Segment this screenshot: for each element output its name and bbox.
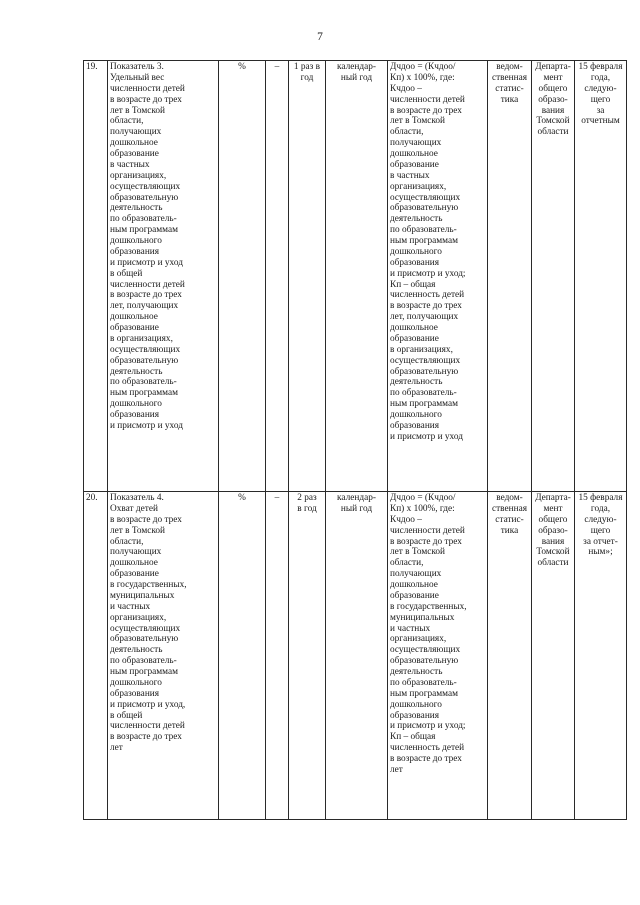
row-number: 20. xyxy=(84,492,108,820)
unit-cell: % xyxy=(219,61,266,492)
period-cell: календар- ный год xyxy=(326,492,388,820)
indicators-table xyxy=(83,60,627,820)
dash-cell: – xyxy=(266,61,289,492)
indicator-name: Показатель 3. Удельный вес численности детей в возрасте до трех лет в Томской области, получающих дошкольное образование в частных организациях, осуществляющих образовательную деятельность по образователь- ным программам дошкольного образования и присмотр и уход в общей численности детей в возрасте до трех лет, получающих дошкольное образование в организациях, осуществляющих образовательную деятельность по образователь- ным программам дошкольного образования и присмотр и уход xyxy=(108,61,219,492)
table-row xyxy=(84,492,627,820)
page-number: 7 xyxy=(317,31,323,43)
department-cell: Департа- мент общего образо- вания Томской области xyxy=(532,492,575,820)
deadline-cell: 15 февраля года, следую- щего за отчет- ным»; xyxy=(575,492,627,820)
table-row xyxy=(84,61,627,492)
frequency-cell: 1 раз в год xyxy=(289,61,326,492)
source-cell: ведом- ственная статис- тика xyxy=(488,61,532,492)
department-cell: Департа- мент общего образо- вания Томской области xyxy=(532,61,575,492)
unit-cell: % xyxy=(219,492,266,820)
dash-cell: – xyxy=(266,492,289,820)
formula-cell: Дчдоо = (Кчдоо/ Кп) х 100%, где: Кчдоо – численности детей в возрасте до трех лет в Томской области, получающих дошкольное образование в государственных, муниципальных и частных организациях, осуществляющих образовательную деятельность по образователь- ным программам дошкольного образования и присмотр и уход; Кп – общая численность детей в возрасте до трех лет xyxy=(388,492,488,820)
indicator-name: Показатель 4. Охват детей в возрасте до трех лет в Томской области, получающих дошкольное образование в государственных, муниципальных и частных организациях, осуществляющих образовательную деятельность по образователь- ным программам дошкольного образования и присмотр и уход, в общей численности детей в возрасте до трех лет xyxy=(108,492,219,820)
period-cell: календар- ный год xyxy=(326,61,388,492)
deadline-cell: 15 февраля года, следую- щего за отчетным xyxy=(575,61,627,492)
row-number: 19. xyxy=(84,61,108,492)
frequency-cell: 2 раз в год xyxy=(289,492,326,820)
formula-cell: Дчдоо = (Кчдоо/ Кп) х 100%, где: Кчдоо – численности детей в возрасте до трех лет в Томской области, получающих дошкольное образование в частных организациях, осуществляющих образовательную деятельность по образователь- ным программам дошкольного образования и присмотр и уход; Кп – общая численность детей в возрасте до трех лет, получающих дошкольное образование в организациях, осуществляющих образовательную деятельность по образователь- ным программам дошкольного образования и присмотр и уход xyxy=(388,61,488,492)
source-cell: ведом- ственная статис- тика xyxy=(488,492,532,820)
